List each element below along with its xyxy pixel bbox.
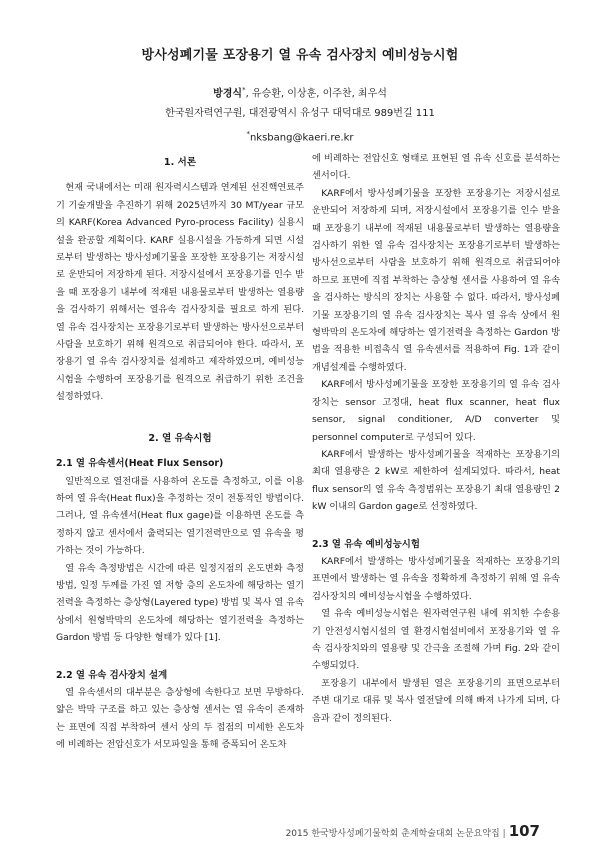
right-paragraph-3: KARF에서 방사성폐기물을 포장한 포장용기의 열 유속 검사장치는 sensor 고정대, heat flux scanner, heat flux sensor, signal conditioner, A/D converter 및 personnel computer로 구성되어 있다. — [312, 379, 560, 443]
subsection-2-3-title: 2.3 열 유속 예비성능시험 — [312, 538, 420, 550]
section-2-title: 2. 열 유속시험 — [148, 432, 212, 444]
right-column — [312, 150, 560, 727]
page-number: 107 — [508, 822, 540, 840]
affiliation: 한국원자력연구원, 대전광역시 유성구 대덕대로 989번길 111 — [165, 108, 435, 120]
subsection-2-1-paragraph-1: 일반적으로 열전대를 사용하여 온도를 측정하고, 이를 이용하여 열 유속(Heat flux)을 추정하는 것이 전통적인 방법이다. 그러나, 열 유속센서(Heat flux gage)를 이용하면 온도를 측정하지 않고 센서에서 출력되는 열기전력만으로 열 유속을 평가하는 것이 가능하다. — [56, 475, 304, 557]
author-block — [0, 80, 600, 149]
subsection-2-3-paragraph-2: 열 유속 예비성능시험은 원자력연구원 내에 위치한 수송용기 안전성시험시설의 열 환경시험설비에서 포장용기와 열 유속 검사장치와의 열용량 및 간극을 조절해 가며 Fig. 2와 같이 수행되었다. — [312, 608, 560, 672]
right-paragraph-4: KARF에서 발생하는 방사성폐기물을 적재하는 포장용기의 최대 열용량은 2 kW로 제한하여 설계되었다. 따라서, heat flux sensor의 열 유속 측정범위는 포장용기 최대 열용량인 2 kW 이내의 Gardon gage로 선정하였다. — [312, 448, 560, 513]
email-mark: * — [246, 130, 250, 139]
lead-author: 방경식 — [213, 88, 243, 100]
section-1-paragraph: 현재 국내에서는 미래 원자력시스템과 연계된 선진핵연료주기 기술개발을 추진하기 위해 2025년까지 30 MT/year 규모의 KARF(Korea Advanced Pyro-process Facility) 실용시설을 완공할 계획이다. KARF 실용시설을 가동하게 되면 시설로부터 발생하는 방사성폐기물을 포장한 포장용기는 저장시설로 운반되어 저장하게 된다. 저장시설에서 포장용기를 인수 받을 때 포장용기 내부에 적재된 내용물로부터 발생하는 열용량을 검사하기 위해서는 열유속 검사장치를 필요로 하게 된다. 열 유속 검사장치는 포장용기로부터 발생하는 방사선으로부터 사람을 보호하기 위해 원격으로 취급되어야 한다. 따라서, 포장용기 열 유속 검사장치를 설계하고 제작하였으며, 예비성능시험을 수행하여 포장용기를 원격으로 취급하기 위한 조건을 설정하였다. — [56, 182, 304, 403]
corresponding-mark: * — [242, 86, 246, 94]
left-column — [56, 154, 304, 754]
subsection-2-2-title: 2.2 열 유속 검사장치 설계 — [56, 669, 168, 681]
conference-name: 2015 한국방사성폐기물학회 춘계학술대회 논문요약집 — [285, 829, 500, 839]
right-paragraph-2: KARF에서 방사성폐기물을 포장한 포장용기는 저장시설로 운반되어 저장하게 되며, 저장시설에서 포장용기를 인수 받을 때 포장용기 내부에 적재된 내용물로부터 발생하는 열용량을 검사하기 위한 열 유속 검사장치는 포장용기로부터 발생하는 방사선으로부터 사람을 보호하기 위해 원격으로 취급되어야 하므로 표면에 직접 부착하는 층상형 센서를 사용하여 열 유속을 검사하는 방식의 장치는 사용할 수 없다. 따라서, 방사성폐기물 포장용기의 열 유속 검사장치는 복사 열 유속 상에서 원형박막의 온도차에 해당하는 열기전력을 측정하는 Gardon 방법을 적용한 비접촉식 열 유속센서를 적용하여 Fig. 1과 같이 개념설계를 수행하였다. — [312, 187, 560, 373]
footer-separator: | — [502, 829, 506, 839]
email: nksbang@kaeri.re.kr — [249, 132, 354, 144]
author-line — [0, 80, 600, 104]
subsection-2-2-paragraph-1: 열 유속센서의 대부분은 층상형에 속한다고 보면 무방하다. 얇은 박막 구조를 하고 있는 층상형 센서는 열 유속이 존재하는 표면에 직접 부착하여 센서 상의 두 접점의 미세한 온도차에 비례하는 전압신호가 서모파일을 통해 증폭되어 온도차 — [56, 686, 304, 751]
email-line — [0, 124, 600, 148]
subsection-2-3-paragraph-1: KARF에서 발생하는 방사성폐기물을 적재하는 포장용기의 표면에서 발생하는 열 유속을 정확하게 측정하기 위해 열 유속 검사장치의 예비성능시험을 수행하였다. — [312, 555, 560, 602]
coauthors: , 유승환, 이상훈, 이주찬, 최우석 — [245, 88, 387, 100]
paper-title: 방사성폐기물 포장용기 열 유속 검사장치 예비성능시험 — [141, 48, 459, 63]
subsection-2-1-title: 2.1 열 유속센서(Heat Flux Sensor) — [56, 458, 224, 470]
page-footer — [286, 822, 540, 840]
continued-paragraph: 에 비례하는 전압신호 형태로 표현된 열 유속 신호를 분석하는 센서이다. — [312, 153, 560, 182]
subsection-2-3-paragraph-3: 포장용기 내부에서 발생된 열은 포장용기의 표면으로부터 주변 대기로 대류 및 복사 열전달에 의해 빠져 나가게 되며, 다음과 같이 정의된다. — [312, 677, 560, 724]
subsection-2-1-paragraph-2: 열 유속 측정방법은 시간에 따른 일정지점의 온도변화 측정방법, 일정 두께를 가진 열 저항 층의 온도차에 해당하는 열기전력을 측정하는 층상형(Layered type) 방법 및 복사 열 유속 상에서 원형박막의 온도차에 해당하는 열기전력을 측정하는 Gardon 방법 등 다양한 형태가 있다 [1]. — [56, 562, 304, 644]
section-1-title: 1. 서론 — [163, 157, 197, 168]
